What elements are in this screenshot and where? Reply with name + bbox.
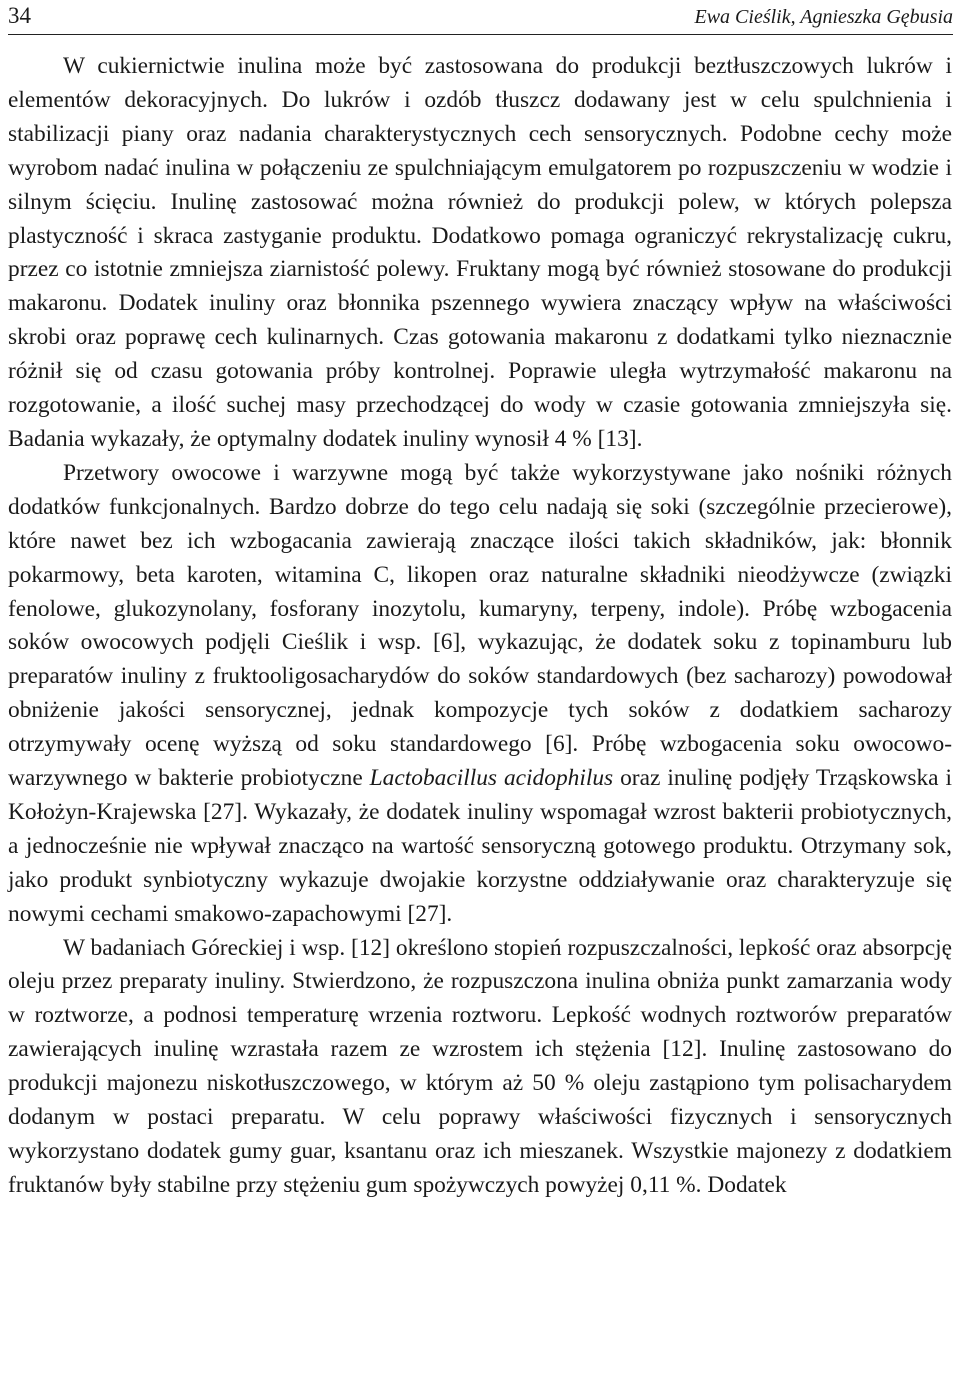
running-header-authors: Ewa Cieślik, Agnieszka Gębusia: [694, 6, 953, 28]
paragraph-text: oraz inulinę podjęły Trząskowska i Kołożyn-Krajewska [27]. Wykazały, że dodatek inuliny wspomagał wzrost bakterii probiotycznych, a jednocześnie nie wpływał znacząco na wartość sensoryczną gotowego produktu. Otrzymany sok, jako produkt synbiotyczny wykazuje dwojakie korzystne oddziaływanie oraz charakteryzuje się nowymi cechami smakowo-zapachowymi [27].: [8, 765, 952, 927]
species-name: Lactobacillus acidophilus: [369, 765, 614, 792]
page-number: 34: [8, 3, 31, 28]
paragraph-inulin-solubility: W badaniach Góreckiej i wsp. [12] określono stopień rozpuszczalności, lepkość oraz absorpcję oleju przez preparaty inuliny. Stwierdzono, że rozpuszczona inulina obniża punkt zamarzania wody w roztworze, a podnosi temperaturę wrzenia roztworu. Lepkość wodnych roztworów preparatów zawierających inulinę wzrastała razem ze wzrostem ich stężenia [12]. Inulinę zastosowano do produkcji majonezu niskotłuszczowego, w którym aż 50 % oleju zastąpiono tym polisacharydem dodanym w postaci preparatu. W celu poprawy właściwości fizycznych i sensorycznych wykorzystano dodatek gumy guar, ksantanu oraz ich mieszanek. Wszystkie majonezy z dodatkiem fruktanów były stabilne przy stężeniu gum spożywczych powyżej 0,11 %. Dodatek: [8, 934, 952, 1198]
paragraph-fruit-vegetable-products: [8, 457, 952, 932]
paragraph-text: Przetwory owocowe i warzywne mogą być także wykorzystywane jako nośniki różnych dodatków funkcjonalnych. Bardzo dobrze do tego celu nadają się soki (szczególnie przecierowe), które nawet bez ich wzbogacania zawierają znaczące ilości takich składników, jak: błonnik pokarmowy, beta karoten, witamina C, likopen oraz naturalne składniki nieodżywcze (związki fenolowe, glukozynolany, fosforany inozytolu, kumaryny, terpeny, indole). Próbę wzbogacenia soków owocowych podjęli Cieślik i wsp. [6], wykazując, że dodatek soku z topinamburu lub preparatów inuliny z fruktooligosacharydów do soków standardowych (bez sacharozy) powodował obniżenie jakości sensorycznej, jednak kompozycje tych soków z dodatkiem sacharozy otrzymywały ocenę wyższą od soku standardowego [6]. Próbę wzbogacenia soku owocowo-warzywnego w bakterie probiotyczne: [8, 459, 952, 792]
body-text: [8, 50, 952, 1203]
running-header: [8, 0, 953, 35]
paragraph-inulin-confectionery: W cukiernictwie inulina może być zastosowana do produkcji beztłuszczowych lukrów i elementów dekoracyjnych. Do lukrów i ozdób tłuszcz dodawany jest w celu spulchnienia i stabilizacji piany oraz nadania charakterystycznych cech sensorycznych. Podobne cechy może wyrobom nadać inulina w połączeniu ze spulchniającym emulgatorem po rozpuszczeniu w wodzie i silnym ścięciu. Inulinę zastosować można również do produkcji polew, w których polepsza plastyczność i skraca zastyganie produktu. Dodatkowo pomaga ograniczyć rekrystalizację cukru, przez co istotnie zmniejsza ziarnistość polewy. Fruktany mogą być również stosowane do produkcji makaronu. Dodatek inuliny oraz błonnika pszennego wywiera znaczący wpływ na właściwości skrobi oraz poprawę cech kulinarnych. Czas gotowania makaronu z dodatkami tylko nieznacznie różnił się od czasu gotowania próby kontrolnej. Poprawie uległa wytrzymałość makaronu na rozgotowanie, a ilość suchej masy przechodzącej do wody w czasie gotowania zmniejszyła się. Badania wykazały, że optymalny dodatek inuliny wynosił 4 % [13].: [8, 53, 952, 452]
